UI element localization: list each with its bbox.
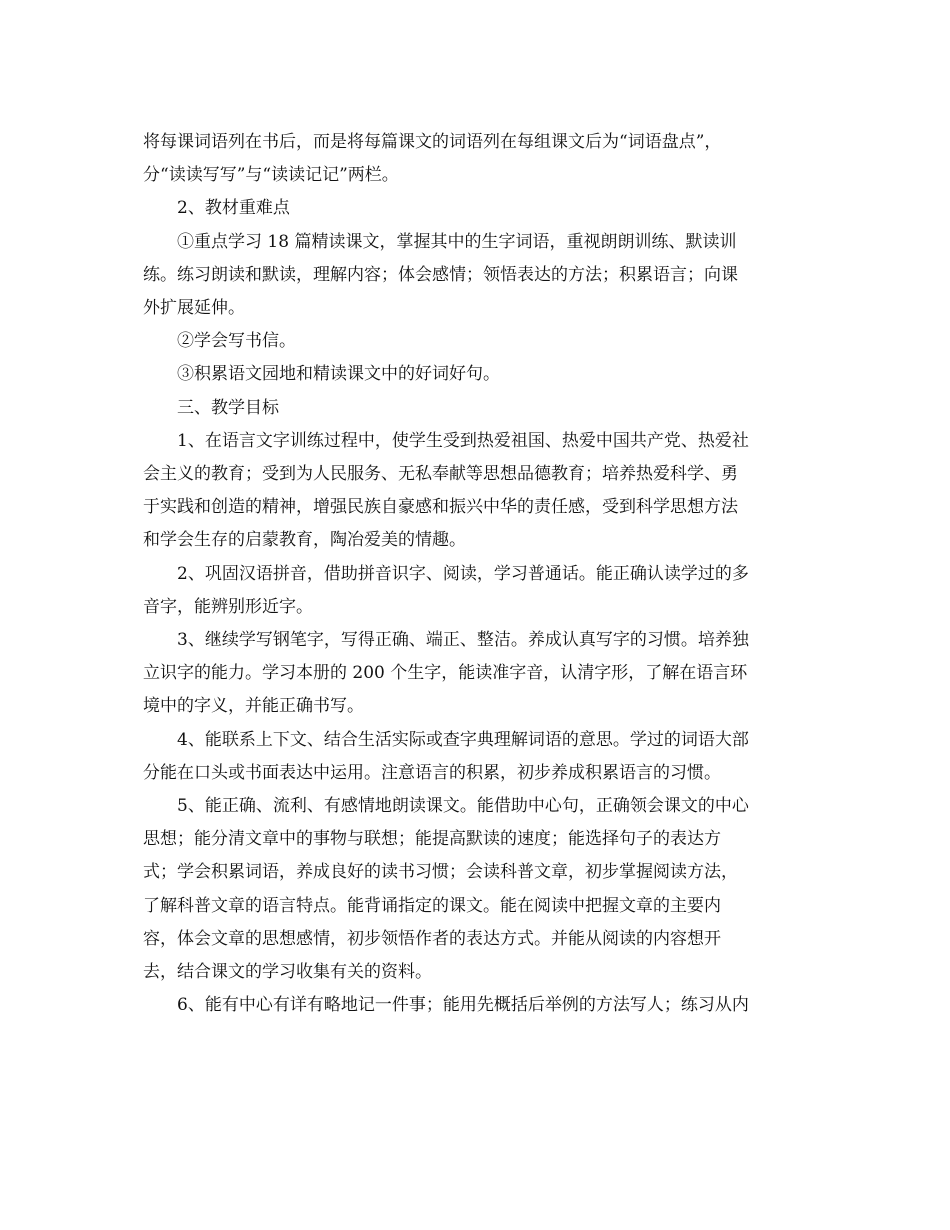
text-line: 和学会生存的启蒙教育，陶冶爱美的情趣。 xyxy=(143,530,466,551)
paragraph xyxy=(143,425,808,558)
text-line: 音字，能辨别形近字。 xyxy=(143,596,313,617)
text-line: 外扩展延伸。 xyxy=(143,298,245,319)
paragraph xyxy=(143,724,808,790)
text-line: 分“读读写写”与“读读记记”两栏。 xyxy=(143,165,399,186)
text-line: 3、继续学写钢笔字，写得正确、端正、整洁。养成认真写字的习惯。培养独 xyxy=(177,630,749,651)
text-line: 2、巩固汉语拼音，借助拼音识字、阅读，学习普通话。能正确认读学过的多 xyxy=(177,563,749,584)
paragraph xyxy=(143,989,808,1022)
text-line: 式；学会积累词语，养成良好的读书习惯；会读科普文章，初步掌握阅读方法， xyxy=(143,862,738,883)
text-line: 2、教材重难点 xyxy=(177,198,290,219)
text-line: ③积累语文园地和精读课文中的好词好句。 xyxy=(177,364,500,385)
text-line: 4、能联系上下文、结合生活实际或查字典理解词语的意思。学过的词语大部 xyxy=(177,729,749,750)
paragraph xyxy=(143,558,808,624)
paragraph xyxy=(143,226,808,326)
text-line: 境中的字义，并能正确书写。 xyxy=(143,696,364,717)
text-line: 6、能有中心有详有略地记一件事；能用先概括后举例的方法写人；练习从内 xyxy=(177,995,749,1016)
document-body xyxy=(143,126,808,1022)
text-line: 练。练习朗读和默读，理解内容；体会感情；领悟表达的方法；积累语言；向课 xyxy=(143,264,738,285)
text-line: 思想；能分清文章中的事物与联想；能提高默读的速度；能选择句子的表达方 xyxy=(143,829,721,850)
text-line: 将每课词语列在书后，而是将每篇课文的词语列在每组课文后为“词语盘点”， xyxy=(143,132,722,152)
text-line: 容，体会文章的思想感情，初步领悟作者的表达方式。并能从阅读的内容想开 xyxy=(143,928,721,949)
text-line: 去，结合课文的学习收集有关的资料。 xyxy=(143,962,432,983)
paragraph xyxy=(143,790,808,989)
text-line: 会主义的教育；受到为人民服务、无私奉献等思想品德教育；培养热爱科学、勇 xyxy=(143,464,738,485)
paragraph xyxy=(143,325,808,358)
text-line: ②学会写书信。 xyxy=(177,331,296,352)
paragraph xyxy=(143,358,808,391)
paragraph xyxy=(143,126,808,192)
text-line: 立识字的能力。学习本册的 200 个生字，能读准字音，认清字形，了解在语言环 xyxy=(143,663,748,684)
text-line: 1、在语言文字训练过程中，使学生受到热爱祖国、热爱中国共产党、热爱社 xyxy=(177,430,749,451)
text-line: ①重点学习 18 篇精读课文，掌握其中的生字词语，重视朗朗训练、默读训 xyxy=(177,231,737,252)
paragraph xyxy=(143,392,808,425)
text-line: 5、能正确、流利、有感情地朗读课文。能借助中心句，正确领会课文的中心 xyxy=(177,796,749,817)
paragraph xyxy=(143,624,808,724)
text-line: 分能在口头或书面表达中运用。注意语言的积累，初步养成积累语言的习惯。 xyxy=(143,762,721,783)
text-line: 三、教学目标 xyxy=(177,397,279,418)
paragraph xyxy=(143,192,808,225)
text-line: 于实践和创造的精神，增强民族自豪感和振兴中华的责任感，受到科学思想方法 xyxy=(143,497,738,518)
text-line: 了解科普文章的语言特点。能背诵指定的课文。能在阅读中把握文章的主要内 xyxy=(143,895,721,916)
